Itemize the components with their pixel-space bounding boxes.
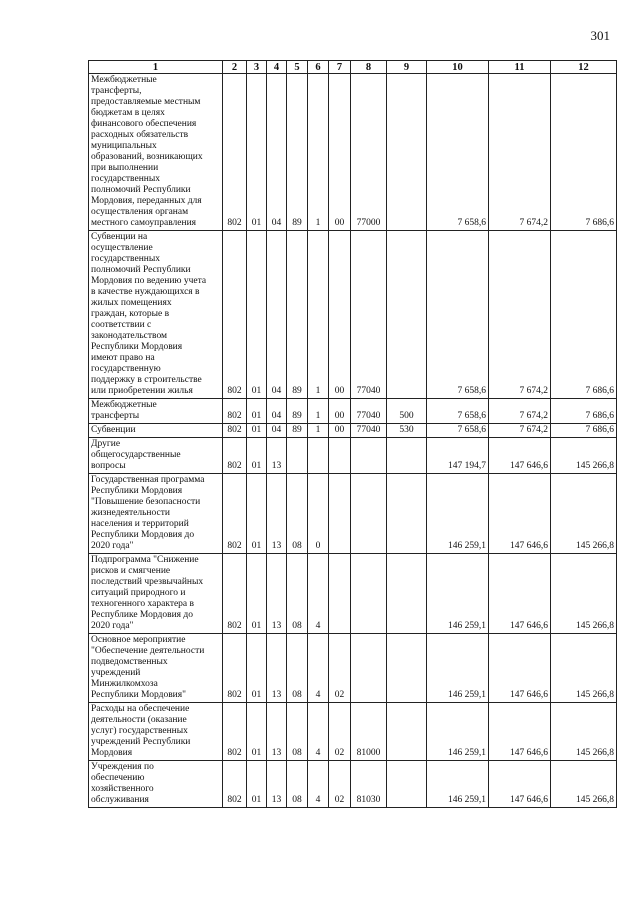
- row-name-cell: [89, 231, 223, 399]
- cell-c3: 01: [247, 231, 267, 399]
- cell-c5: 89: [287, 74, 308, 231]
- cell-c12: 7 686,6: [551, 424, 617, 438]
- cell-c2: 802: [223, 231, 247, 399]
- column-header-4: 4: [267, 61, 287, 74]
- cell-c2: 802: [223, 761, 247, 808]
- cell-c2: 802: [223, 399, 247, 424]
- cell-c3: 01: [247, 554, 267, 634]
- row-name: Межбюджетные трансферты: [91, 400, 157, 421]
- row-name: Субвенции: [91, 425, 136, 435]
- cell-c4: 13: [267, 761, 287, 808]
- column-header-3: 3: [247, 61, 267, 74]
- cell-c4: 13: [267, 438, 287, 474]
- cell-c12: 7 686,6: [551, 231, 617, 399]
- cell-c6: 4: [308, 703, 329, 761]
- cell-c12: 145 266,8: [551, 703, 617, 761]
- cell-c4: 04: [267, 399, 287, 424]
- cell-c12: 145 266,8: [551, 474, 617, 554]
- cell-c10: 146 259,1: [427, 474, 489, 554]
- cell-c4: 13: [267, 474, 287, 554]
- cell-c9: [387, 634, 427, 703]
- column-header-9: 9: [387, 61, 427, 74]
- cell-c9: [387, 761, 427, 808]
- table-row: [89, 474, 617, 554]
- column-header-7: 7: [329, 61, 351, 74]
- cell-c8: 81030: [351, 761, 387, 808]
- cell-c6: 0: [308, 474, 329, 554]
- cell-c8: 77040: [351, 424, 387, 438]
- column-header-5: 5: [287, 61, 308, 74]
- row-name: Межбюджетные трансферты, предоставляемые местным бюджетам в целях финансового обеспечения расходных обязательств муниципальных образований, возникающих при выполнении государственных полномочий Республики Мордовия, переданных для осуществления органам местного самоуправления: [91, 75, 203, 228]
- cell-c11: 147 646,6: [489, 438, 551, 474]
- cell-c4: 13: [267, 554, 287, 634]
- table-row: [89, 761, 617, 808]
- cell-c6: [308, 438, 329, 474]
- cell-c8: 77040: [351, 231, 387, 399]
- column-header-2: 2: [223, 61, 247, 74]
- cell-c5: [287, 438, 308, 474]
- table-body: [89, 74, 617, 808]
- row-name: Другие общегосударственные вопросы: [91, 439, 181, 471]
- table-row: [89, 554, 617, 634]
- cell-c12: 145 266,8: [551, 438, 617, 474]
- cell-c9: [387, 554, 427, 634]
- cell-c3: 01: [247, 634, 267, 703]
- cell-c10: 7 658,6: [427, 74, 489, 231]
- cell-c11: 7 674,2: [489, 231, 551, 399]
- cell-c2: 802: [223, 554, 247, 634]
- page-number: 301: [590, 28, 610, 43]
- row-name-cell: [89, 703, 223, 761]
- cell-c10: 146 259,1: [427, 634, 489, 703]
- cell-c8: 81000: [351, 703, 387, 761]
- row-name: Основное мероприятие "Обеспечение деятельности подведомственных учреждений Минжилкомхоза Республики Мордовия": [91, 635, 205, 700]
- row-name-cell: [89, 554, 223, 634]
- cell-c10: 147 194,7: [427, 438, 489, 474]
- cell-c8: [351, 554, 387, 634]
- cell-c10: 7 658,6: [427, 424, 489, 438]
- cell-c3: 01: [247, 703, 267, 761]
- cell-c7: 02: [329, 634, 351, 703]
- cell-c5: 08: [287, 634, 308, 703]
- table-row: [89, 634, 617, 703]
- row-name: Государственная программа Республики Мордовия "Повышение безопасности жизнедеятельности населения и территорий Республики Мордовия до 2020 года": [91, 475, 205, 551]
- cell-c6: 1: [308, 231, 329, 399]
- cell-c5: 08: [287, 554, 308, 634]
- cell-c2: 802: [223, 474, 247, 554]
- cell-c7: 02: [329, 703, 351, 761]
- row-name-cell: [89, 634, 223, 703]
- row-name-cell: [89, 424, 223, 438]
- row-name: Подпрограмма "Снижение рисков и смягчение последствий чрезвычайных ситуаций природного и техногенного характера в Республике Мордовия до 2020 года": [91, 555, 204, 631]
- cell-c12: 145 266,8: [551, 761, 617, 808]
- cell-c10: 7 658,6: [427, 231, 489, 399]
- cell-c9: [387, 703, 427, 761]
- cell-c3: 01: [247, 474, 267, 554]
- row-name-cell: [89, 399, 223, 424]
- cell-c8: 77000: [351, 74, 387, 231]
- cell-c9: [387, 438, 427, 474]
- cell-c11: 147 646,6: [489, 761, 551, 808]
- column-header-6: 6: [308, 61, 329, 74]
- cell-c2: 802: [223, 74, 247, 231]
- cell-c7: [329, 474, 351, 554]
- cell-c10: 146 259,1: [427, 554, 489, 634]
- cell-c9: [387, 474, 427, 554]
- cell-c8: [351, 438, 387, 474]
- cell-c7: 00: [329, 399, 351, 424]
- cell-c4: 04: [267, 424, 287, 438]
- cell-c9: [387, 231, 427, 399]
- table-row: [89, 399, 617, 424]
- cell-c4: 04: [267, 231, 287, 399]
- cell-c10: 7 658,6: [427, 399, 489, 424]
- cell-c6: 1: [308, 74, 329, 231]
- cell-c12: 7 686,6: [551, 74, 617, 231]
- cell-c2: 802: [223, 634, 247, 703]
- cell-c9: 500: [387, 399, 427, 424]
- cell-c8: [351, 634, 387, 703]
- table-row: [89, 231, 617, 399]
- row-name: Учреждения по обеспечению хозяйственного обслуживания: [91, 762, 154, 805]
- cell-c2: 802: [223, 424, 247, 438]
- cell-c2: 802: [223, 703, 247, 761]
- cell-c11: 7 674,2: [489, 424, 551, 438]
- column-header-10: 10: [427, 61, 489, 74]
- table-row: [89, 438, 617, 474]
- cell-c11: 147 646,6: [489, 474, 551, 554]
- row-name-cell: [89, 474, 223, 554]
- table-row: [89, 74, 617, 231]
- column-header-1: 1: [89, 61, 223, 74]
- cell-c7: 00: [329, 74, 351, 231]
- table-row: [89, 703, 617, 761]
- column-header-11: 11: [489, 61, 551, 74]
- row-name-cell: [89, 74, 223, 231]
- row-name: Расходы на обеспечение деятельности (оказание услуг) государственных учреждений Республики Мордовия: [91, 704, 191, 758]
- cell-c4: 13: [267, 703, 287, 761]
- cell-c5: 89: [287, 231, 308, 399]
- cell-c12: 7 686,6: [551, 399, 617, 424]
- cell-c7: [329, 438, 351, 474]
- column-header-8: 8: [351, 61, 387, 74]
- cell-c7: [329, 554, 351, 634]
- cell-c7: 02: [329, 761, 351, 808]
- cell-c3: 01: [247, 74, 267, 231]
- cell-c12: 145 266,8: [551, 554, 617, 634]
- header-row: [89, 61, 617, 74]
- cell-c10: 146 259,1: [427, 761, 489, 808]
- column-header-12: 12: [551, 61, 617, 74]
- cell-c5: 89: [287, 424, 308, 438]
- cell-c3: 01: [247, 399, 267, 424]
- row-name: Субвенции на осуществление государственных полномочий Республики Мордовия по ведению учета в качестве нуждающихся в жилых помещениях граждан, которые в соответствии с законодательством Республики Мордовия имеют право на государственную поддержку в строительстве или приобретении жилья: [91, 232, 207, 396]
- cell-c5: 89: [287, 399, 308, 424]
- row-name-cell: [89, 761, 223, 808]
- cell-c9: 530: [387, 424, 427, 438]
- cell-c6: 1: [308, 424, 329, 438]
- table-row: [89, 424, 617, 438]
- cell-c6: 1: [308, 399, 329, 424]
- cell-c10: 146 259,1: [427, 703, 489, 761]
- budget-table: [88, 60, 617, 808]
- cell-c8: 77040: [351, 399, 387, 424]
- row-name-cell: [89, 438, 223, 474]
- cell-c7: 00: [329, 231, 351, 399]
- cell-c9: [387, 74, 427, 231]
- cell-c3: 01: [247, 761, 267, 808]
- cell-c2: 802: [223, 438, 247, 474]
- cell-c6: 4: [308, 761, 329, 808]
- cell-c4: 13: [267, 634, 287, 703]
- cell-c8: [351, 474, 387, 554]
- cell-c6: 4: [308, 634, 329, 703]
- cell-c11: 147 646,6: [489, 703, 551, 761]
- cell-c11: 7 674,2: [489, 74, 551, 231]
- cell-c5: 08: [287, 703, 308, 761]
- cell-c3: 01: [247, 424, 267, 438]
- cell-c4: 04: [267, 74, 287, 231]
- cell-c11: 147 646,6: [489, 634, 551, 703]
- cell-c6: 4: [308, 554, 329, 634]
- cell-c7: 00: [329, 424, 351, 438]
- cell-c3: 01: [247, 438, 267, 474]
- cell-c12: 145 266,8: [551, 634, 617, 703]
- cell-c11: 7 674,2: [489, 399, 551, 424]
- cell-c5: 08: [287, 761, 308, 808]
- cell-c5: 08: [287, 474, 308, 554]
- cell-c11: 147 646,6: [489, 554, 551, 634]
